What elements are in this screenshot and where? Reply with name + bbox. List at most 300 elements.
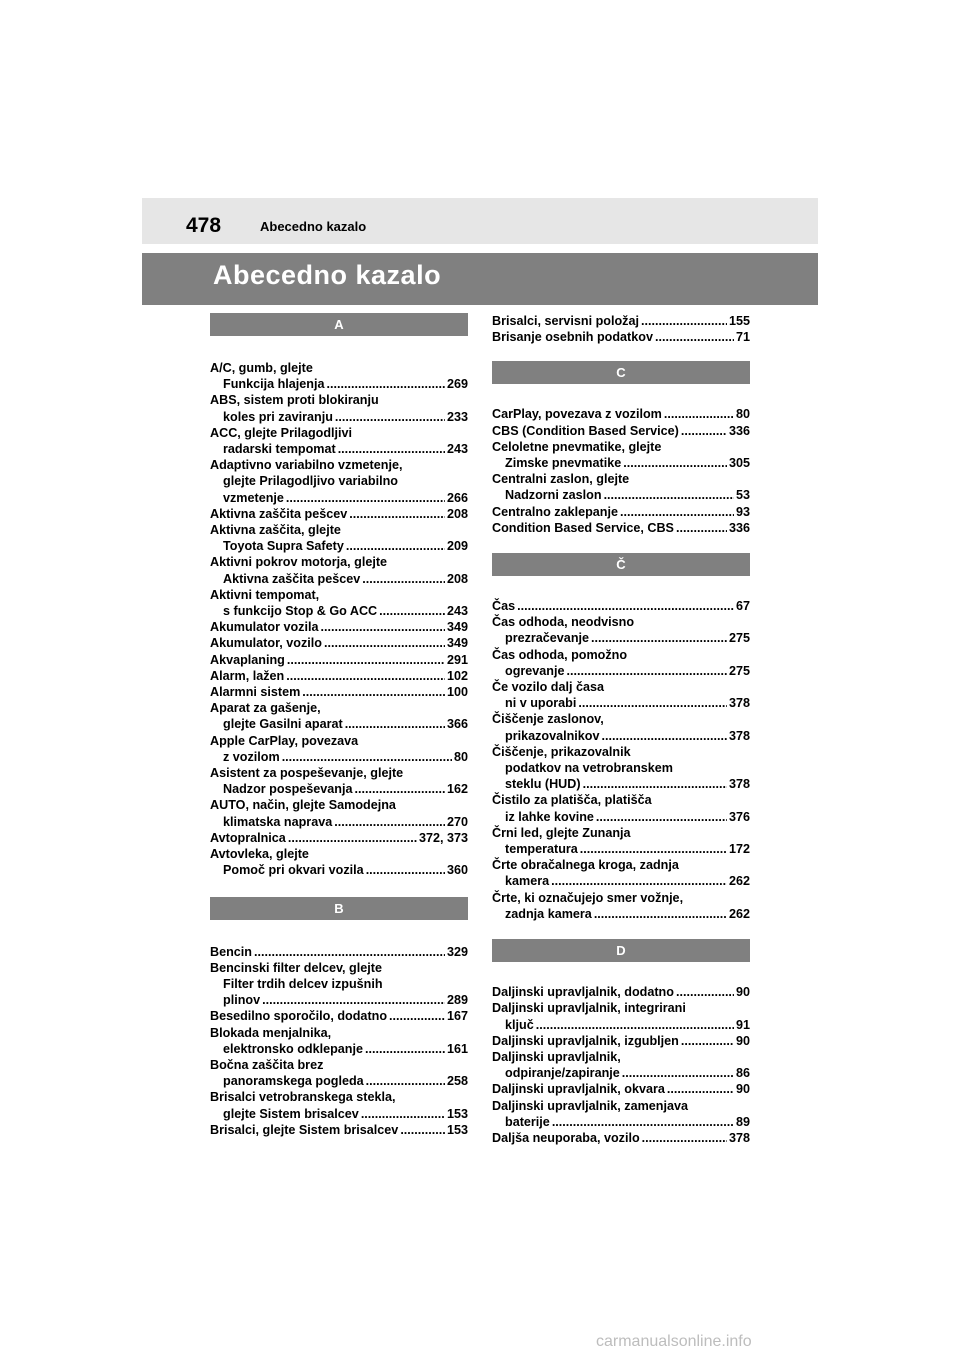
entry-term: Condition Based Service, CBS: [492, 520, 674, 535]
section-entries-c-caron: [492, 598, 750, 922]
dot-leader: [362, 571, 445, 587]
entry-leader-line: [492, 841, 750, 857]
entry-page-number: 275: [728, 663, 750, 678]
entry-page-number: 80: [453, 749, 468, 764]
entry-page-number: 161: [446, 1041, 468, 1056]
index-entry: [492, 744, 750, 793]
dot-leader: [338, 441, 445, 457]
entry-leader-line: [492, 776, 750, 792]
entry-page-number: 291: [446, 652, 468, 667]
entry-heading-line: Adaptivno variabilno vzmetenje,: [210, 458, 403, 473]
dot-leader: [622, 1065, 734, 1081]
entry-leader-line: [210, 781, 468, 797]
dot-leader: [676, 984, 734, 1000]
dot-leader: [591, 630, 727, 646]
entry-page-number: 86: [735, 1066, 750, 1081]
index-entry: [492, 857, 750, 889]
index-entry: [210, 765, 468, 797]
entry-leader-line: [210, 652, 468, 668]
entry-term: CBS (Condition Based Service): [492, 423, 679, 438]
index-entry: [210, 797, 468, 829]
index-entry: [210, 1122, 468, 1138]
entry-term: prezračevanje: [505, 631, 590, 646]
entry-term: Akvaplaning: [210, 652, 285, 667]
entry-page-number: 243: [446, 604, 468, 619]
section-header-c-caron: Č: [492, 553, 750, 576]
entry-term: panoramskega pogleda: [223, 1074, 364, 1089]
entry-page-number: 262: [728, 906, 750, 921]
index-entry: [492, 1033, 750, 1049]
dot-leader: [602, 728, 727, 744]
dot-leader: [642, 1130, 727, 1146]
dot-leader: [536, 1017, 734, 1033]
index-entry: [492, 711, 750, 743]
entry-term: Besedilno sporočilo, dodatno: [210, 1009, 388, 1024]
index-entry: [492, 471, 750, 503]
entry-leader-line: [492, 313, 750, 329]
entry-term: glejte Gasilni aparat: [223, 717, 343, 732]
entry-leader-line: [210, 944, 468, 960]
entry-term: Funkcija hlajenja: [223, 377, 325, 392]
entry-leader-line: [210, 409, 468, 425]
entry-leader-line: [210, 1008, 468, 1024]
index-entry: [210, 360, 468, 392]
entry-term: Alarm, lažen: [210, 668, 285, 683]
entry-term: zadnja kamera: [505, 906, 592, 921]
entry-leader-line: [210, 1106, 468, 1122]
entry-page-number: 336: [728, 423, 750, 438]
entry-leader-line: [210, 1122, 468, 1138]
entry-leader-line: [210, 814, 468, 830]
section-header-c: C: [492, 361, 750, 384]
index-entry: [492, 504, 750, 520]
entry-heading-line: Avtovleka, glejte: [210, 847, 309, 862]
index-entry: [492, 679, 750, 711]
entry-heading-line: Apple CarPlay, povezava: [210, 733, 359, 748]
index-entry: [492, 406, 750, 422]
dot-leader: [366, 862, 445, 878]
index-entry: [210, 846, 468, 878]
dot-leader: [664, 406, 734, 422]
entry-term: Nadzor pospeševanja: [223, 782, 353, 797]
entry-term: vzmetenje: [223, 490, 284, 505]
entry-term: Alarmni sistem: [210, 685, 301, 700]
entry-heading-line: Čiščenje, prikazovalnik: [492, 744, 631, 759]
section-entries-d: [492, 984, 750, 1146]
index-entry: [210, 392, 468, 424]
entry-heading-line: glejte Prilagodljivo variabilno: [223, 474, 398, 489]
entry-page-number: 372, 373: [418, 830, 468, 845]
entry-page-number: 155: [728, 314, 750, 328]
entry-leader-line: [210, 1073, 468, 1089]
entry-page-number: 90: [735, 1082, 750, 1097]
dot-leader: [676, 520, 727, 536]
entry-page-number: 208: [446, 506, 468, 521]
index-column-right: [492, 313, 750, 1146]
entry-leader-line: [210, 684, 468, 700]
entry-leader-line: [210, 992, 468, 1008]
entry-term: plinov: [223, 993, 261, 1008]
entry-heading-line: Daljinski upravljalnik, zamenjava: [492, 1098, 688, 1113]
section-entries-a: [210, 360, 468, 879]
entry-leader-line: [492, 873, 750, 889]
entry-heading-line: Črte, ki označujejo smer vožnje,: [492, 890, 684, 905]
dot-leader: [345, 716, 445, 732]
section-header-b: B: [210, 897, 468, 920]
dot-leader: [326, 376, 445, 392]
page-title: Abecedno kazalo: [213, 260, 442, 290]
dot-leader: [681, 1033, 734, 1049]
index-entry: [210, 944, 468, 960]
index-entry: [210, 587, 468, 619]
dot-leader: [324, 635, 445, 651]
entry-heading-line: Aktivna zaščita, glejte: [210, 523, 341, 538]
dot-leader: [552, 1114, 734, 1130]
entry-page-number: 329: [446, 944, 468, 959]
index-entry: [210, 652, 468, 668]
index-entry: [210, 733, 468, 765]
index-entry: [492, 1130, 750, 1146]
dot-leader: [655, 329, 734, 345]
index-entry: [210, 522, 468, 554]
entry-leader-line: [210, 376, 468, 392]
entry-leader-line: [492, 1114, 750, 1130]
entry-leader-line: [492, 520, 750, 536]
entry-term: Brisalci, servisni položaj: [492, 314, 639, 328]
entry-page-number: 378: [728, 777, 750, 792]
dot-leader: [667, 1081, 734, 1097]
index-entry: [210, 619, 468, 635]
dot-leader: [334, 814, 445, 830]
entry-term: Centralno zaklepanje: [492, 504, 618, 519]
entry-term: s funkcijo Stop & Go ACC: [223, 604, 378, 619]
entry-leader-line: [492, 663, 750, 679]
entry-heading-line: A/C, gumb, glejte: [210, 361, 313, 375]
entry-term: Daljinski upravljalnik, izgubljen: [492, 1033, 679, 1048]
dot-leader: [354, 781, 445, 797]
entry-page-number: 378: [728, 728, 750, 743]
entry-page-number: 349: [446, 636, 468, 651]
entry-leader-line: [492, 984, 750, 1000]
entry-term: Toyota Supra Safety: [223, 539, 344, 554]
entry-term: z vozilom: [223, 749, 280, 764]
index-entry: [210, 425, 468, 457]
entry-term: Nadzorni zaslon: [505, 488, 602, 503]
dot-leader: [623, 455, 727, 471]
entry-heading-line: Čistilo za platišča, platišča: [492, 793, 652, 808]
entry-term: Aktivna zaščita pešcev: [223, 571, 361, 586]
entry-heading-line: Če vozilo dalj časa: [492, 680, 604, 695]
entry-page-number: 102: [446, 668, 468, 683]
entry-leader-line: [492, 487, 750, 503]
entry-heading-line: Bencinski filter delcev, glejte: [210, 960, 382, 975]
entry-term: prikazovalnikov: [505, 728, 600, 743]
dot-leader: [286, 668, 445, 684]
dot-leader: [361, 1106, 445, 1122]
entry-page-number: 162: [446, 782, 468, 797]
entry-term: ni v uporabi: [505, 696, 577, 711]
dot-leader: [681, 423, 727, 439]
entry-page-number: 91: [735, 1017, 750, 1032]
index-entry: [492, 598, 750, 614]
entry-page-number: 90: [735, 1033, 750, 1048]
dot-leader: [335, 409, 445, 425]
dot-leader: [620, 504, 734, 520]
entry-leader-line: [492, 598, 750, 614]
section-header-a: A: [210, 313, 468, 336]
dot-leader: [254, 944, 445, 960]
dot-leader: [286, 490, 445, 506]
index-entry: [210, 457, 468, 506]
entry-leader-line: [492, 630, 750, 646]
entry-leader-line: [492, 329, 750, 345]
entry-heading-line: ABS, sistem proti blokiranju: [210, 393, 379, 408]
entry-leader-line: [492, 1033, 750, 1049]
entry-heading-line: Brisalci vetrobranskega stekla,: [210, 1090, 396, 1105]
entry-page-number: 378: [728, 1130, 750, 1145]
entry-page-number: 270: [446, 814, 468, 829]
entry-leader-line: [210, 603, 468, 619]
entry-term: Brisanje osebnih podatkov: [492, 330, 653, 345]
entry-leader-line: [210, 490, 468, 506]
index-column-left: [210, 313, 468, 1138]
entry-page-number: 153: [446, 1106, 468, 1121]
entry-heading-line: Čiščenje zaslonov,: [492, 712, 604, 727]
entry-heading-line: Čas odhoda, pomožno: [492, 647, 628, 662]
entry-leader-line: [210, 716, 468, 732]
index-entry: [492, 614, 750, 646]
entry-term: glejte Sistem brisalcev: [223, 1106, 359, 1121]
entry-page-number: 376: [728, 809, 750, 824]
index-entry: [210, 684, 468, 700]
dot-leader: [302, 684, 445, 700]
entry-leader-line: [492, 809, 750, 825]
entry-leader-line: [210, 506, 468, 522]
entry-term: Daljinski upravljalnik, okvara: [492, 1082, 665, 1097]
dot-leader: [287, 652, 445, 668]
entry-term: ogrevanje: [505, 663, 565, 678]
entry-page-number: 275: [728, 631, 750, 646]
entry-page-number: 262: [728, 874, 750, 889]
index-entry: [210, 1008, 468, 1024]
entry-page-number: 289: [446, 993, 468, 1008]
dot-leader: [567, 663, 727, 679]
dot-leader: [346, 538, 445, 554]
entry-page-number: 378: [728, 696, 750, 711]
entry-page-number: 53: [735, 488, 750, 503]
dot-leader: [400, 1122, 445, 1138]
dot-leader: [282, 749, 452, 765]
index-entry: [210, 1057, 468, 1089]
entry-leader-line: [210, 538, 468, 554]
entry-page-number: 80: [735, 407, 750, 422]
dot-leader: [578, 695, 727, 711]
index-entry: [492, 329, 750, 345]
entry-term: odpiranje/zapiranje: [505, 1066, 620, 1081]
dot-leader: [320, 619, 445, 635]
index-entry: [492, 1081, 750, 1097]
entry-heading-line: Filter trdih delcev izpušnih: [223, 976, 383, 991]
entry-leader-line: [210, 635, 468, 651]
entry-page-number: 172: [728, 842, 750, 857]
index-entry: [492, 792, 750, 824]
entry-heading-line: Daljinski upravljalnik, integrirani: [492, 1001, 686, 1016]
entry-leader-line: [210, 441, 468, 457]
section-entries-b-continued: [492, 313, 750, 345]
entry-term: Čas: [492, 599, 516, 614]
entry-leader-line: [492, 1065, 750, 1081]
running-title: Abecedno kazalo: [260, 219, 367, 234]
entry-page-number: 90: [735, 985, 750, 1000]
index-entry: [492, 313, 750, 329]
entry-leader-line: [492, 504, 750, 520]
entry-leader-line: [492, 406, 750, 422]
entry-leader-line: [210, 1041, 468, 1057]
entry-heading-line: Celoletne pnevmatike, glejte: [492, 439, 662, 454]
entry-term: Aktivna zaščita pešcev: [210, 506, 348, 521]
dot-leader: [262, 992, 445, 1008]
entry-leader-line: [210, 830, 468, 846]
entry-page-number: 349: [446, 620, 468, 635]
dot-leader: [366, 1073, 445, 1089]
entry-page-number: 305: [728, 456, 750, 471]
index-entry: [492, 825, 750, 857]
index-entry: [210, 960, 468, 1009]
entry-page-number: 266: [446, 490, 468, 505]
entry-term: Bencin: [210, 944, 252, 959]
entry-term: Akumulator vozila: [210, 620, 319, 635]
entry-term: Akumulator, vozilo: [210, 636, 322, 651]
entry-heading-line: Daljinski upravljalnik,: [492, 1049, 621, 1064]
dot-leader: [517, 598, 734, 614]
header-band: [142, 198, 818, 244]
watermark: carmanualsonline.info: [596, 1333, 752, 1350]
dot-leader: [288, 830, 417, 846]
entry-heading-line: Blokada menjalnika,: [210, 1025, 332, 1040]
dot-leader: [389, 1008, 445, 1024]
index-entry: [210, 506, 468, 522]
entry-term: Daljša neuporaba, vozilo: [492, 1130, 640, 1145]
entry-leader-line: [492, 1130, 750, 1146]
index-entry: [210, 554, 468, 586]
entry-heading-line: Črni led, glejte Zunanja: [492, 825, 631, 840]
entry-term: Avtopralnica: [210, 830, 286, 845]
entry-leader-line: [492, 906, 750, 922]
section-entries-c: [492, 406, 750, 536]
page-number: 478: [186, 214, 222, 237]
entry-heading-line: podatkov na vetrobranskem: [505, 761, 673, 776]
entry-leader-line: [210, 668, 468, 684]
entry-heading-line: Črte obračalnega kroga, zadnja: [492, 858, 679, 873]
index-entry: [492, 439, 750, 471]
entry-leader-line: [210, 749, 468, 765]
entry-heading-line: Aktivni tempomat,: [210, 587, 320, 602]
entry-term: koles pri zaviranju: [223, 409, 333, 424]
entry-term: klimatska naprava: [223, 814, 333, 829]
entry-term: Brisalci, glejte Sistem brisalcev: [210, 1122, 399, 1137]
entry-page-number: 153: [446, 1122, 468, 1137]
entry-heading-line: Čas odhoda, neodvisno: [492, 615, 635, 630]
entry-term: Zimske pnevmatike: [505, 456, 622, 471]
entry-leader-line: [492, 728, 750, 744]
entry-heading-line: Aparat za gašenje,: [210, 701, 321, 716]
entry-page-number: 243: [446, 442, 468, 457]
index-entry: [492, 520, 750, 536]
entry-page-number: 233: [446, 409, 468, 424]
entry-term: steklu (HUD): [505, 777, 581, 792]
dot-leader: [583, 776, 727, 792]
entry-leader-line: [492, 1081, 750, 1097]
dot-leader: [604, 487, 734, 503]
index-entry: [492, 1098, 750, 1130]
dot-leader: [349, 506, 445, 522]
entry-leader-line: [492, 455, 750, 471]
entry-page-number: 269: [446, 377, 468, 392]
index-entry: [210, 700, 468, 732]
index-entry: [492, 647, 750, 679]
dot-leader: [580, 841, 727, 857]
entry-page-number: 71: [735, 330, 750, 345]
entry-page-number: 258: [446, 1074, 468, 1089]
dot-leader: [596, 809, 727, 825]
index-entry: [492, 1000, 750, 1032]
entry-leader-line: [492, 1017, 750, 1033]
entry-page-number: 67: [735, 599, 750, 614]
entry-leader-line: [210, 862, 468, 878]
entry-term: baterije: [505, 1114, 550, 1129]
index-entry: [210, 1025, 468, 1057]
section-header-d: D: [492, 939, 750, 962]
entry-page-number: 209: [446, 539, 468, 554]
entry-term: Pomoč pri okvari vozila: [223, 863, 364, 878]
dot-leader: [551, 873, 727, 889]
dot-leader: [379, 603, 445, 619]
entry-leader-line: [210, 619, 468, 635]
entry-page-number: 208: [446, 571, 468, 586]
entry-term: CarPlay, povezava z vozilom: [492, 407, 662, 422]
index-entry: [210, 668, 468, 684]
index-entry: [210, 635, 468, 651]
index-entry: [492, 890, 750, 922]
dot-leader: [365, 1041, 445, 1057]
dot-leader: [594, 906, 727, 922]
entry-heading-line: Aktivni pokrov motorja, glejte: [210, 555, 388, 570]
entry-page-number: 360: [446, 863, 468, 878]
entry-heading-line: Asistent za pospeševanje, glejte: [210, 766, 404, 781]
dot-leader: [641, 313, 727, 329]
entry-page-number: 366: [446, 717, 468, 732]
index-entry: [492, 1049, 750, 1081]
entry-term: kamera: [505, 874, 550, 889]
index-entry: [492, 423, 750, 439]
entry-term: iz lahke kovine: [505, 809, 594, 824]
entry-term: temperatura: [505, 842, 578, 857]
entry-page-number: 336: [728, 520, 750, 535]
entry-page-number: 167: [446, 1009, 468, 1024]
entry-heading-line: Centralni zaslon, glejte: [492, 472, 630, 487]
entry-heading-line: Bočna zaščita brez: [210, 1057, 324, 1072]
entry-page-number: 89: [735, 1114, 750, 1129]
index-entry: [210, 1089, 468, 1121]
entry-term: radarski tempomat: [223, 442, 336, 457]
section-entries-b: [210, 944, 468, 1138]
entry-term: ključ: [505, 1017, 534, 1032]
index-entry: [492, 984, 750, 1000]
entry-term: elektronsko odklepanje: [223, 1041, 363, 1056]
entry-heading-line: AUTO, način, glejte Samodejna: [210, 798, 396, 813]
index-entry: [210, 830, 468, 846]
entry-heading-line: ACC, glejte Prilagodljivi: [210, 425, 353, 440]
